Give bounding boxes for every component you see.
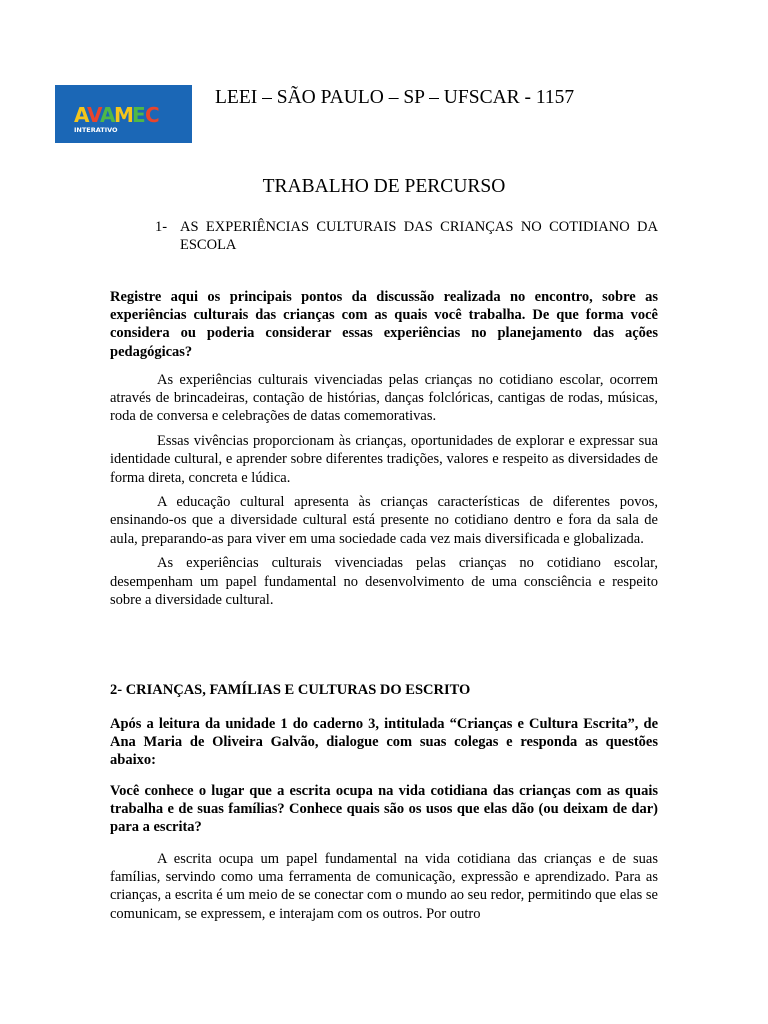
logo-letter-e: E: [132, 103, 146, 127]
logo-letter-a1: A: [74, 103, 90, 127]
document-title: TRABALHO DE PERCURSO: [262, 176, 506, 197]
section2-intro: Após a leitura da unidade 1 do caderno 3, intitulada “Crianças e Cultura Escrita”, de Ana Maria de Oliveira Galvão, dialogue com suas colegas e responda as questões abaixo:: [110, 716, 658, 769]
logo-letter-m: M: [114, 103, 134, 127]
section1-number: 1-: [155, 219, 168, 235]
avamec-logo-graphic: [55, 85, 192, 143]
section2-paragraph: A escrita ocupa um papel fundamental na vida cotidiana das crianças e de suas famílias, servindo como uma ferramenta de comunicação, expressão e aprendizado. Para as crianças, a escrita é um meio de se conectar com o mundo ao seu redor, permitindo que elas se comunicam, se expressem, e interajam com os outros. Por outro: [110, 851, 658, 922]
avamec-logo: [55, 85, 192, 143]
logo-letter-a2: A: [100, 103, 116, 127]
section1-answer: [110, 371, 658, 615]
section1-paragraph: A educação cultural apresenta às crianças características de diferentes povos, ensinando-os que a diversidade cultural está presente no cotidiano dentro e fora da sala de aula, preparando-as para viver em uma sociedade cada vez mais diversificada e globalizada.: [110, 494, 658, 547]
section2-answer: [110, 850, 658, 929]
section1-paragraph: As experiências culturais vivenciadas pelas crianças no cotidiano escolar, ocorrem através de brincadeiras, contação de histórias, danças folclóricas, cantigas de rodas, músicas, roda de conversa e celebrações de datas comemorativas.: [110, 372, 658, 425]
section1-prompt: Registre aqui os principais pontos da discussão realizada no encontro, sobre as experiências culturais das crianças com as quais você trabalha. De que forma você considera ou poderia considerar essas experiências no planejamento das ações pedagógicas?: [110, 289, 658, 360]
logo-letter-v: V: [87, 103, 103, 127]
section2-question: Você conhece o lugar que a escrita ocupa na vida cotidiana das crianças com as quais trabalha e de suas famílias? Conhece quais são os usos que elas dão (ou deixam de dar) para a escrita?: [110, 783, 658, 836]
logo-subtext: INTERATIVO: [74, 126, 118, 134]
section1-heading: [155, 219, 658, 254]
section1-paragraph: As experiências culturais vivenciadas pelas crianças no cotidiano escolar, desempenham um papel fundamental no desenvolvimento de uma consciência e respeito sobre a diversidade cultural.: [110, 555, 658, 608]
header-title: LEEI – SÃO PAULO – SP – UFSCAR - 1157: [215, 87, 575, 108]
section2-heading: 2- CRIANÇAS, FAMÍLIAS E CULTURAS DO ESCRITO: [110, 682, 471, 698]
section1-heading-text: AS EXPERIÊNCIAS CULTURAIS DAS CRIANÇAS NO COTIDIANO DA ESCOLA: [180, 219, 658, 253]
section1-paragraph: Essas vivências proporcionam às crianças, oportunidades de explorar e expressar sua identidade cultural, e aprender sobre diferentes tradições, valores e respeito as diversidades de forma direta, concreta e lúdica.: [110, 433, 658, 486]
logo-letter-c: C: [145, 103, 160, 127]
